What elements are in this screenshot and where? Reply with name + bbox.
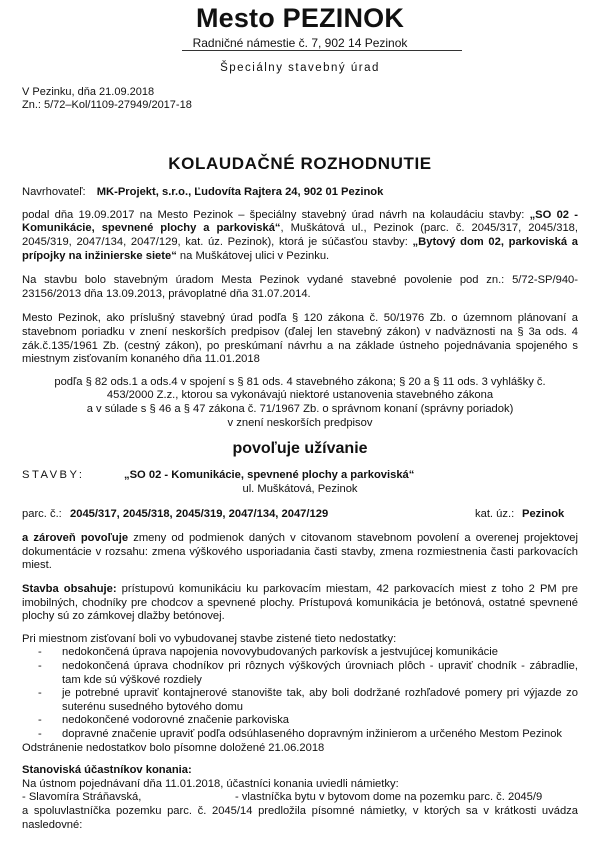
list-item: - dopravné značenie upraviť podľa odsúhlaseného dopravným inžinierom a určeného Mestom Pezinok xyxy=(22,728,578,742)
parcel-label: parc. č.: xyxy=(22,508,62,521)
list-item: - je potrebné upraviť kontajnerové stanovište tak, aby boli dodržané rozhľadové pomery pri výjazde zo suterénu susedného bytového domu xyxy=(22,687,578,714)
parcel-row xyxy=(22,508,578,522)
list-item: - nedokončená úprava napojenia novovybudovaných parkovísk a jestvujúcej komunikácie xyxy=(22,646,578,660)
objector-row xyxy=(22,791,578,805)
cadastral-value: Pezinok xyxy=(522,508,565,521)
defects-section xyxy=(22,633,578,755)
objection-text: a spoluvlastníčka pozemku parc. č. 2045/14 predložila písomné námietky, v ktorých sa v krátkosti uvádza nasledovné: xyxy=(22,805,578,831)
list-item: - nedokončené vodorovné značenie parkoviska xyxy=(22,714,578,728)
legal-basis-line-2: 453/2000 Z.z., ktorou sa vykonávajú niektoré ustanovenia stavebného zákona xyxy=(106,389,494,402)
defects-list xyxy=(22,646,578,741)
application-building-name: „SO 02 - Komunikácie, spevnené plochy a parkovisk xyxy=(22,208,578,235)
legal-basis-line-3: a v súlade s § 46 a § 47 zákona č. 71/1967 Zb. o správnom konaní (správny poriadok) xyxy=(86,402,514,415)
application-parent-building: „Bytový dom 02, parkoviská a prípojky na inžinierske siete xyxy=(22,235,578,262)
objector-role: - vlastníčka bytu v bytovom dome na pozemku parc. č. 2045/9 xyxy=(235,791,543,804)
objections-heading: Stanoviská účastníkov konania: xyxy=(22,764,192,777)
application-paragraph xyxy=(22,209,578,263)
legal-basis-line-4: v znení neskorších predpisov xyxy=(227,416,373,429)
application-building-name-end: á“ xyxy=(268,222,281,235)
city-title: Mesto PEZINOK xyxy=(195,3,405,33)
objector-name: - Slavomíra Stráňavská, xyxy=(22,791,142,804)
permit-paragraph: Na stavbu bolo stavebným úradom Mesta Pezinok vydané stavebné povolenie pod zn.: 5/72-SP/940-23156/2013 dňa 13.09.2013, právoplatné dňa 31.07.2014. xyxy=(22,274,578,300)
application-text-1: podal dňa 19.09.2017 na Mesto Pezinok – špeciálny stavebný úrad návrh na kolaudáciu stavby: xyxy=(22,208,530,221)
document-page xyxy=(22,0,578,833)
office-name: Špeciálny stavebný úrad xyxy=(220,62,380,74)
building-row xyxy=(22,469,578,483)
parcel-numbers: 2045/317, 2045/318, 2045/319, 2047/134, 2047/129 xyxy=(70,508,329,521)
applicant-value: MK-Projekt, s.r.o., Ľudovíta Rajtera 24, 902 01 Pezinok xyxy=(96,186,384,199)
authority-paragraph: Mesto Pezinok, ako príslušný stavebný úrad podľa § 120 zákona č. 50/1976 Zb. o územnom plánovaní a stavebnom poriadku v znení neskorších predpisov (ďalej len stavebný zákon) v nadväznosti na § 3a ods. 4 zák.č.135/1961 Zb. (cestný zákon), po preskúmaní návrhu a na základe ústneho pojednávania spojeného s miestnym zisťovaním konaného dňa 11.01.2018 xyxy=(22,312,578,366)
changes-paragraph xyxy=(22,532,578,573)
application-text-2: , Muškátová ul., Pezinok (parc. č. 2045/317, 2045/318, 2045/319, 2047/134, 2047/129, kat. úz. Pezinok), ktorá je súčasťou stavby: xyxy=(22,222,578,248)
contents-paragraph xyxy=(22,583,578,624)
building-label: STAVBY: xyxy=(22,468,85,481)
reference-number: Zn.: 5/72–Kol/1109-27949/2017-18 xyxy=(22,99,192,112)
applicant-label: Navrhovateľ: xyxy=(22,186,86,199)
applicant-line xyxy=(22,186,578,200)
defects-outro: Odstránenie nedostatkov bolo písomne doložené 21.06.2018 xyxy=(22,741,325,754)
application-parent-building-end: “ xyxy=(171,249,177,262)
cadastral-label: kat. úz.: xyxy=(475,508,515,521)
contents-lead: Stavba obsahuje: xyxy=(22,583,117,596)
decision-title: KOLAUDAČNÉ ROZHODNUTIE xyxy=(168,153,432,173)
building-location: ul. Muškátová, Pezinok xyxy=(242,482,358,495)
city-address: Radničné námestie č. 7, 902 14 Pezinok xyxy=(192,36,408,50)
legal-basis-line-1: podľa § 82 ods.1 a ods.4 v spojení s § 81 ods. 4 stavebného zákona; § 20 a § 11 ods. 3 vyhlášky č. xyxy=(54,375,546,388)
document-meta xyxy=(22,86,578,113)
changes-lead: a zároveň povoľuje xyxy=(22,532,129,545)
contents-text: prístupovú komunikáciu ku parkovacím miestam, 42 parkovacích miest z toho 2 PM pre imobilných, chodníky pre chodcov a spevnené plochy. Prístupová komunikácia je betónová, ostatné spevnené plochy sú zo zámkovej dlažby betónovej. xyxy=(22,583,578,623)
header-divider xyxy=(182,50,462,51)
application-text-3: na Muškátovej ulici v Pezinku. xyxy=(176,249,330,262)
decision-verb: povoľuje užívanie xyxy=(232,440,368,458)
legal-basis xyxy=(22,376,578,430)
defects-intro: Pri miestnom zisťovaní boli vo vybudovanej stavbe zistené tieto nedostatky: xyxy=(22,632,397,645)
issue-date: V Pezinku, dňa 21.09.2018 xyxy=(22,85,155,98)
building-name: „SO 02 - Komunikácie, spevnené plochy a parkoviská“ xyxy=(124,468,415,481)
list-item: - nedokončená úprava chodníkov pri rôznych výškových úrovniach plôch - upraviť chodník - zábradlie, tam kde sú výškové rozdiely xyxy=(22,660,578,687)
objections-intro: Na ústnom pojednávaní dňa 11.01.2018, účastníci konania uviedli námietky: xyxy=(22,777,399,790)
changes-text: zmeny od podmienok daných v citovanom stavebnom povolení a overenej projektovej dokumentácie v rozsahu: zmena výškového usporiadania časti stavby, zmena rozmiestnenia časti parkovacích miest. xyxy=(22,532,578,572)
